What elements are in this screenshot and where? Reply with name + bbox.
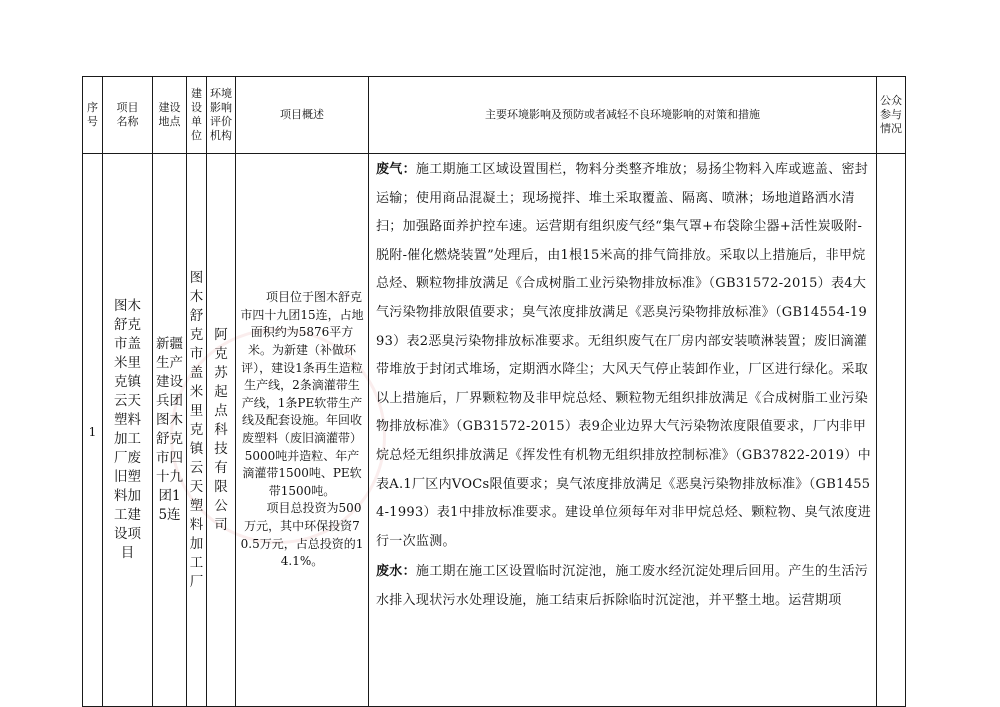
header-row [83,77,906,154]
cell-eia-org: 阿克苏起点科技有限公司 [207,154,236,707]
exhaust-gas-measures [376,156,872,556]
header-overview: 项目概述 [236,77,369,154]
cell-project-name: 图木舒克市盖米里克镇云天塑料加工厂废旧塑料加工建设项目 [103,154,153,707]
cell-builder: 图木舒克市盖米里克镇云天塑料加工厂 [187,154,207,707]
header-public-participation: 公众参与情况 [877,77,906,154]
cell-location: 新疆生产建设兵团图木舒克市四十九团15连 [153,154,187,707]
header-builder: 建设单位 [187,77,207,154]
overview-paragraph: 项目位于图木舒克市四十九团15连，占地面积约为5876平方米。为新建（补做环评），建设1条再生造粒生产线，2条滴灌带生产线，1条PE软带生产线及配套设施。年回收废塑料（废旧滴灌带）5000吨并造粒、年产滴灌带1500吨、PE软带1500吨。 [240,290,364,498]
wastewater-measures [376,558,872,615]
header-measures: 主要环境影响及预防或者减轻不良环境影响的对策和措施 [369,77,877,154]
eia-approval-table [82,76,906,707]
exhaust-gas-text: 施工期施工区域设置围栏，物料分类整齐堆放；易扬尘物料入库或遮盖、密封运输；使用商品混凝土；现场搅拌、堆土采取覆盖、隔离、喷淋；场地道路洒水清扫；加强路面养护控车速。运营期有组织废气经“集气罩+布袋除尘器+活性炭吸附-脱附-催化燃烧装置”处理后，由1根15米高的排气筒排放。采取以上措施后，非甲烷总烃、颗粒物排放满足《合成树脂工业污染物排放标准》（GB31572-2015）表4大气污染物排放限值要求；臭气浓度排放满足《恶臭污染物排放标准》（GB14554-1993）表2恶臭污染物排放标准要求。无组织废气在厂房内部安装喷淋装置；废旧滴灌带堆放于封闭式堆场，定期洒水降尘；大风天气停止装卸作业，厂区进行绿化。采取以上措施后，厂界颗粒物及非甲烷总烃、颗粒物无组织排放满足《合成树脂工业污染物排放标准》（GB31572-2015）表9企业边界大气污染物浓度限值要求，厂内非甲烷总烃无组织排放满足《挥发性有机物无组织排放控制标准》（GB37822-2019）中表A.1厂区内VOCs限值要求；臭气浓度排放满足《恶臭污染物排放标准》（GB14554-1993）表1中排放标准要求。建设单位须每年对非甲烷总烃、颗粒物、臭气浓度进行一次监测。 [376,162,872,549]
header-eia-org: 环境影响评价机构 [207,77,236,154]
cell-overview [236,154,369,707]
header-seq: 序号 [83,77,103,154]
table-row [83,154,906,707]
header-project-name: 项目名称 [103,77,153,154]
cell-measures [369,154,877,707]
investment-paragraph: 项目总投资为500万元，其中环保投资70.5万元，占总投资的14.1%。 [240,501,364,569]
header-location: 建设地点 [153,77,187,154]
exhaust-gas-label: 废气： [376,162,416,177]
cell-seq: 1 [83,154,103,707]
cell-public-participation [877,154,906,707]
wastewater-label: 废水： [376,564,416,580]
wastewater-text: 施工期在施工区设置临时沉淀池，施工废水经沉淀处理后回用。产生的生活污水排入现状污水处理设施，施工结束后拆除临时沉淀池，并平整土地。运营期项 [376,564,869,608]
